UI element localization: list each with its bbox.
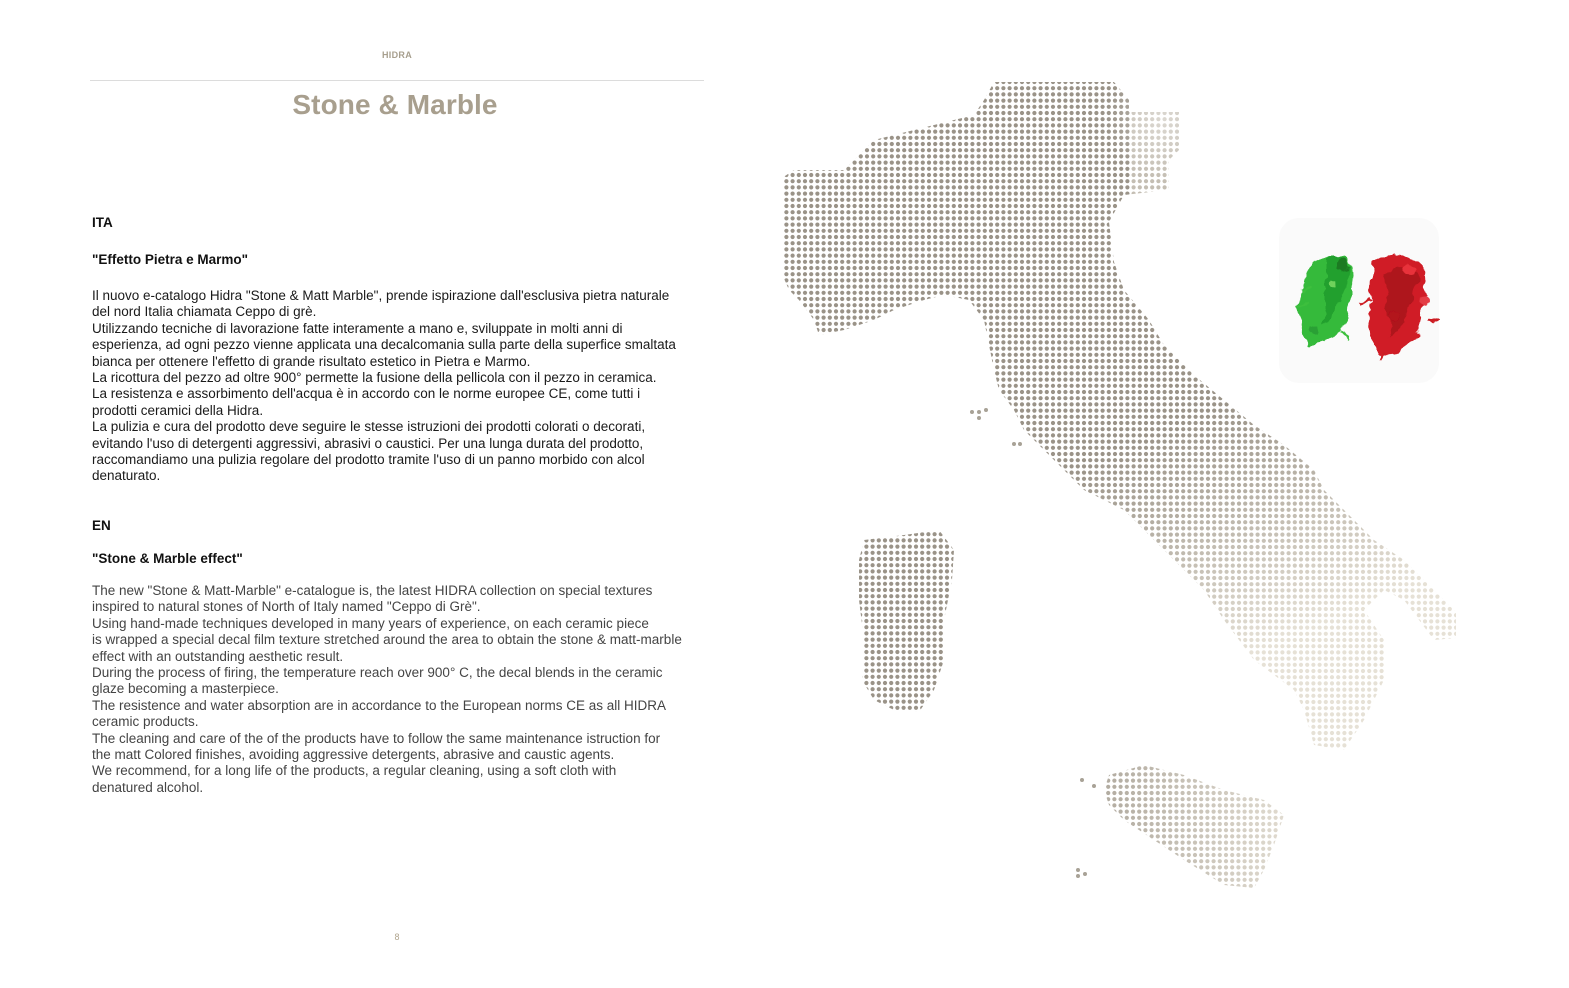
text-line: During the process of firing, the temperature reach over 900° C, the decal blends in the ceramic — [92, 665, 663, 681]
text-line: is wrapped a special decal film texture stretched around the area to obtain the stone & matt-marble — [92, 632, 682, 648]
text-line: inspired to natural stones of North of Italy named "Ceppo di Grè". — [92, 599, 481, 615]
text-line: La pulizia e cura del prodotto deve seguire le stesse istruzioni dei prodotti colorati o decorati, — [92, 419, 646, 435]
text-line: The new "Stone & Matt-Marble" e-catalogue is, the latest HIDRA collection on special textures — [92, 583, 653, 598]
text-line: esperienza, ad ogni pezzo vienne applicata una decalcomania sulla parte della superfice smaltata — [92, 337, 676, 353]
text-line: evitando l'uso di detergenti aggressivi, abrasivi o caustici. Per una lunga durata del prodotto, — [92, 435, 644, 451]
subtitle-en: "Stone & Marble effect" — [92, 551, 243, 566]
text-line: ceramic products. — [92, 714, 199, 730]
text-line: bianca per ottenere l'effetto di grande risultato estetico in Pietra e Marmo. — [92, 353, 531, 369]
subtitle-ita: "Effetto Pietra e Marmo" — [92, 252, 249, 267]
text-line: prodotti ceramici della Hidra. — [92, 402, 264, 418]
text-line: Utilizzando tecniche di lavorazione fatte interamente a mano e, sviluppate in molti anni di — [92, 320, 623, 336]
text-line: denaturato. — [92, 468, 161, 484]
text-line: glaze becoming a masterpiece. — [92, 681, 279, 697]
text-page — [0, 0, 784, 988]
header-divider — [90, 80, 704, 81]
text-line: The resistence and water absorption are in accordance to the European norms CE as all HIDRA — [92, 697, 667, 713]
text-line: denatured alcohol. — [92, 779, 204, 795]
text-line: del nord Italia chiamata Ceppo di grè. — [92, 304, 317, 320]
lang-heading-en: EN — [92, 518, 111, 533]
text-line: The cleaning and care of the of the products have to follow the same maintenance istruction for — [92, 730, 661, 746]
text-line: effect with an outstanding aesthetic result. — [92, 648, 344, 664]
text-line: La resistenza e assorbimento dell'acqua è in accordo con le norme europee CE, come tutti i — [92, 386, 641, 402]
sardinia-dots — [852, 526, 955, 716]
text-line: the matt Colored finishes, avoiding aggressive detergents, abrasive and caustic agents. — [92, 747, 615, 763]
paragraph-en — [92, 583, 712, 796]
italian-flag-icon — [1279, 218, 1439, 383]
sicily-dots — [1100, 760, 1290, 888]
text-line: Il nuovo e-catalogo Hidra "Stone & Matt Marble", prende ispirazione dall'esclusiva pietra naturale — [92, 288, 670, 303]
italy-dotted-map — [784, 0, 1569, 988]
text-line: Using hand-made techniques developed in many years of experience, on each ceramic piece — [92, 615, 649, 631]
text-line: raccomandiamo una pulizia regolare del prodotto tramite l'uso di un panno morbido con alcol — [92, 452, 645, 468]
map-page — [784, 0, 1569, 988]
lang-heading-ita: ITA — [92, 215, 113, 230]
page-title: Stone & Marble — [292, 89, 498, 120]
text-line: We recommend, for a long life of the products, a regular cleaning, using a soft cloth with — [92, 763, 617, 779]
brand-header: HIDRA — [382, 50, 412, 60]
page-number: 8 — [394, 932, 400, 942]
text-line: La ricottura del pezzo ad oltre 900° permette la fusione della pellicola con il pezzo in ceramica. — [92, 370, 657, 386]
paragraph-ita — [92, 288, 712, 485]
